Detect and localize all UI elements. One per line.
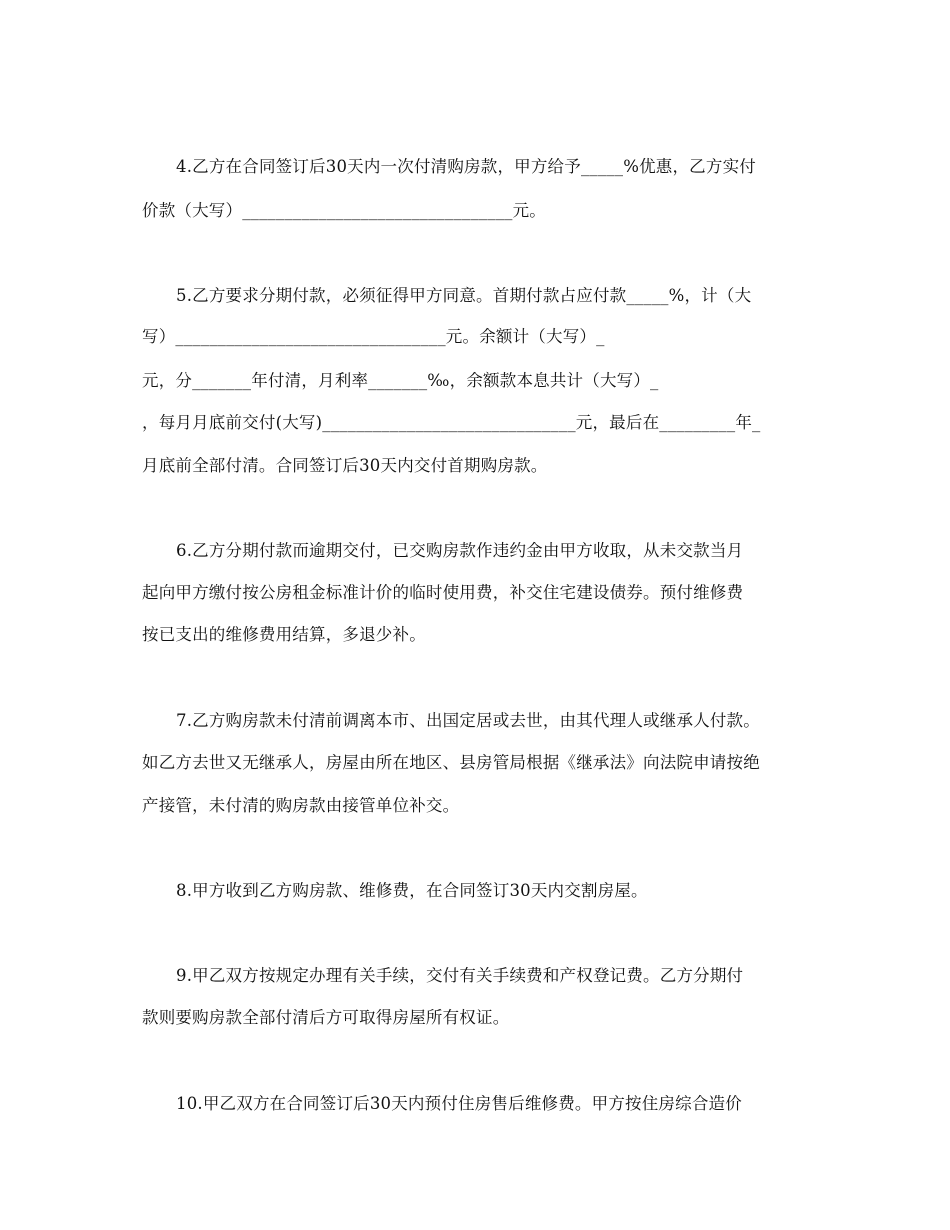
clause-7-line-3: 产接管，未付清的购房款由接管单位补交。 [142, 796, 460, 815]
clause-6-line-1: 6.乙方分期付款而逾期交付，已交购房款作违约金由甲方收取，从未交款当月 [176, 541, 744, 560]
clause-6-line-2: 起向甲方缴付按公房租金标准计价的临时使用费，补交住宅建设债券。预付维修费 [142, 583, 744, 602]
clause-5-line-1: 5.乙方要求分期付款，必须征得甲方同意。首期付款占应付款_____%，计（大 [176, 286, 752, 305]
clause-8-line-1: 8.甲方收到乙方购房款、维修费，在合同签订30天内交割房屋。 [176, 881, 648, 900]
clause-10-line-1: 10.甲乙双方在合同签订后30天内预付住房售后维修费。甲方按住房综合造价 [176, 1094, 742, 1113]
clause-9-line-2: 款则要购房款全部付清后方可取得房屋所有权证。 [142, 1008, 510, 1027]
clause-9-line-1: 9.甲乙双方按规定办理有关手续，交付有关手续费和产权登记费。乙方分期付 [176, 966, 744, 985]
clause-5-line-3: 元，分_______年付清，月利率_______‰，余额款本息共计（大写）_ [142, 371, 659, 390]
clause-7-line-2: 如乙方去世又无继承人，房屋由所在地区、县房管局根据《继承法》向法院申请按绝 [142, 753, 760, 772]
clause-4-line-2: 价款（大写）________________________________元。 [142, 201, 546, 220]
clause-6-line-3: 按已支出的维修费用结算，多退少补。 [142, 625, 426, 644]
clause-5-line-4: ，每月月底前交付(大写)______________________________元，最后在_________年_ [142, 413, 761, 432]
clause-5-line-5: 月底前全部付清。合同签订后30天内交付首期购房款。 [142, 456, 548, 475]
clause-7-line-1: 7.乙方购房款未付清前调离本市、出国定居或去世，由其代理人或继承人付款。 [176, 711, 760, 730]
clause-4-line-1: 4.乙方在合同签订后30天内一次付清购房款，甲方给予_____%优惠，乙方实付 [176, 157, 756, 176]
clause-5-line-2: 写）________________________________元。余额计（大写）_ [142, 327, 605, 346]
